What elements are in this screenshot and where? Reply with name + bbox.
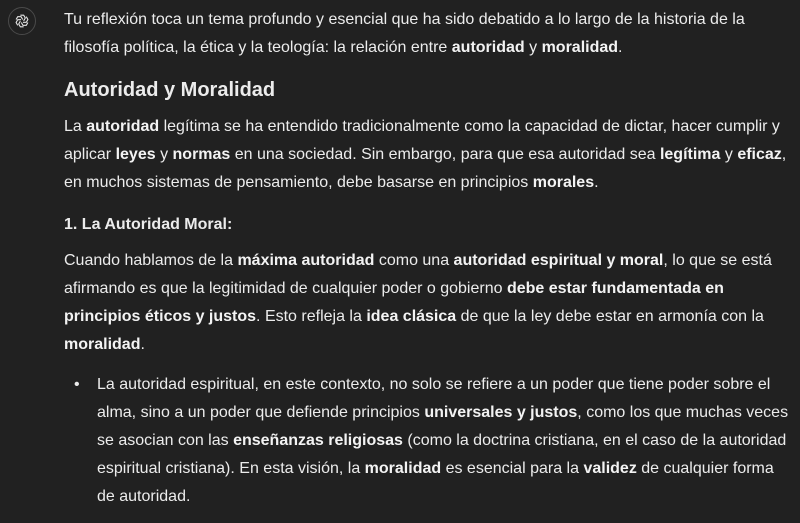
bold-text: legítima <box>659 146 721 163</box>
section-heading: Autoridad y Moralidad <box>64 79 276 101</box>
text-segment: y <box>720 146 738 163</box>
subsection-heading: 1. La Autoridad Moral: <box>64 216 233 233</box>
authority-paragraph <box>64 113 790 197</box>
text-segment: Tu reflexión toca un tema profundo y esencial que ha sido debatido a lo largo de la historia de la filosofía política, la ética y la teología: la relación entre <box>64 11 745 56</box>
text-segment: es esencial para la <box>441 460 584 477</box>
bold-text: autoridad <box>451 39 525 56</box>
text-segment: como una <box>374 252 454 269</box>
text-segment: y <box>524 39 542 56</box>
text-segment: La autoridad espiritual, en este contexto, no solo se refiere a un poder que tiene poder sobre el alma, sino a un poder que defiende principios <box>97 376 771 421</box>
text-segment: y <box>155 146 173 163</box>
text-segment: La <box>64 118 87 135</box>
text-segment: . <box>618 39 623 56</box>
text-segment: , como los que muchas veces se asocian con las <box>97 404 789 449</box>
text-segment: . <box>594 174 599 191</box>
openai-logo-icon <box>13 12 31 30</box>
moral-authority-paragraph <box>64 247 790 359</box>
bold-text: universales y justos <box>424 404 578 421</box>
bold-text: normas <box>172 146 231 163</box>
list-item-text <box>97 376 788 505</box>
text-segment: (como la doctrina cristiana, en el caso de la autoridad espiritual cristiana). En esta visión, la <box>97 432 787 477</box>
bold-text: moralidad <box>364 460 442 477</box>
bullet-marker: • <box>74 376 80 393</box>
text-segment: de que la ley debe estar en armonía con la <box>456 308 764 325</box>
bold-text: idea clásica <box>366 308 457 325</box>
list-item <box>64 371 790 511</box>
text-segment: , lo que se está afirmando es que la legitimidad de cualquier poder o gobierno <box>64 252 772 297</box>
text-segment: . <box>140 336 145 353</box>
bold-text: enseñanzas religiosas <box>233 432 403 449</box>
text-segment: , en muchos sistemas de pensamiento, debe basarse en principios <box>64 146 787 191</box>
bold-text: moralidad <box>64 336 141 353</box>
bold-text: máxima autoridad <box>237 252 375 269</box>
text-segment: Cuando hablamos de la <box>64 252 238 269</box>
bold-text: eficaz <box>737 146 782 163</box>
bold-text: autoridad <box>86 118 160 135</box>
text-segment: legítima se ha entendido tradicionalmente como la capacidad de dictar, hacer cumplir y aplicar <box>64 118 780 163</box>
bold-text: moralidad <box>541 39 619 56</box>
bold-text: leyes <box>115 146 156 163</box>
intro-paragraph <box>64 6 790 62</box>
bold-text: autoridad espiritual y moral <box>453 252 664 269</box>
assistant-message <box>64 6 790 511</box>
bold-text: morales <box>532 174 595 191</box>
bullet-list <box>64 371 790 511</box>
text-segment: . Esto refleja la <box>256 308 367 325</box>
bold-text: debe estar fundamentada en principios éticos y justos <box>64 280 724 325</box>
text-segment: en una sociedad. Sin embargo, para que esa autoridad sea <box>230 146 660 163</box>
assistant-avatar <box>8 7 36 35</box>
text-segment: de cualquier forma de autoridad. <box>97 460 774 505</box>
bold-text: validez <box>583 460 637 477</box>
